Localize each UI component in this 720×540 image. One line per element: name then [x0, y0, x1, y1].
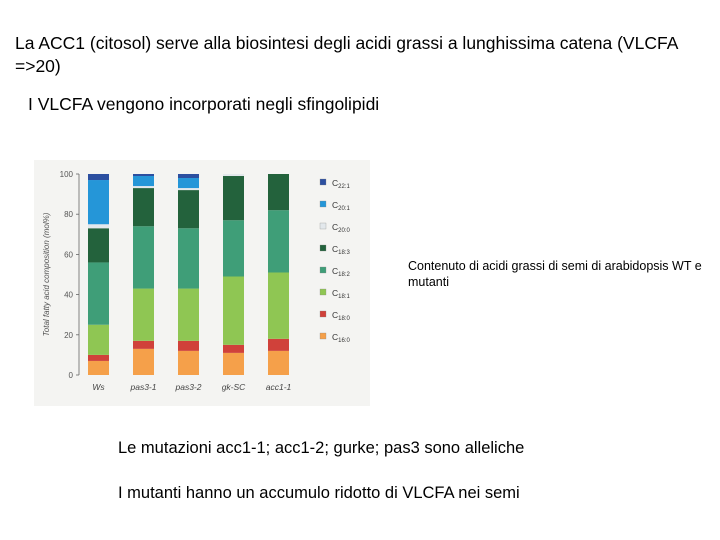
- bar-segment-c16-0: [268, 351, 289, 375]
- figure-caption: Contenuto di acidi grassi di semi di arabidopsis WT e mutanti: [408, 259, 702, 289]
- y-tick-label: 100: [59, 170, 73, 179]
- y-tick-label: 40: [64, 290, 73, 300]
- bar-segment-c20-1: [133, 176, 154, 186]
- y-tick-label: 80: [64, 210, 73, 220]
- legend-swatch: [320, 245, 326, 251]
- legend-swatch: [320, 223, 326, 229]
- bar-segment-c16-0: [133, 349, 154, 375]
- bar-segment-c22-1: [88, 174, 109, 180]
- bar-segment-c18-2: [133, 226, 154, 288]
- bar-segment-c18-2: [268, 210, 289, 272]
- bar-segment-c18-2: [178, 228, 199, 288]
- bar-segment-c20-0: [88, 224, 109, 228]
- vlcfa-note: I mutanti hanno un accumulo ridotto di VLCFA nei semi: [118, 484, 520, 502]
- bar-segment-c18-1: [88, 325, 109, 355]
- bar-segment-c18-0: [268, 339, 289, 351]
- bar-segment-c22-1: [133, 174, 154, 176]
- y-tick-label: 0: [68, 371, 73, 380]
- bar-segment-c22-1: [178, 174, 199, 178]
- bar-segment-c16-0: [178, 351, 199, 375]
- bar-segment-c20-0: [133, 186, 154, 188]
- bar-segment-c16-0: [223, 353, 244, 375]
- x-category-label: gk-SC: [221, 382, 246, 392]
- bar-segment-c18-0: [133, 341, 154, 349]
- bar-segment-c18-0: [178, 341, 199, 351]
- legend-swatch: [320, 267, 326, 273]
- legend-swatch: [320, 179, 326, 185]
- legend-label: $C_{20:0}$: [332, 222, 350, 234]
- y-tick-label: 60: [64, 250, 73, 260]
- legend-swatch: [320, 201, 326, 207]
- legend-label: $C_{16:0}$: [332, 332, 350, 344]
- bar-segment-c20-1: [178, 178, 199, 188]
- legend-label: $C_{18:2}$: [332, 266, 350, 278]
- y-axis-label: Total fatty acid composition (mol%): [42, 212, 51, 337]
- legend-label: $C_{18:1}$: [332, 288, 350, 300]
- bar-segment-c18-3: [223, 176, 244, 220]
- bar-segment-c18-1: [268, 272, 289, 338]
- bar-segment-c18-3: [133, 188, 154, 226]
- legend-label: $C_{18:3}$: [332, 244, 350, 256]
- x-category-label: acc1-1: [265, 382, 292, 392]
- slide-subtitle: I VLCFA vengono incorporati negli sfingolipidi: [28, 94, 380, 114]
- legend-label: $C_{20:1}$: [332, 200, 350, 212]
- bar-segment-c18-2: [88, 262, 109, 324]
- bar-segment-c20-0: [178, 188, 199, 190]
- x-category-label: pas3-2: [175, 382, 202, 392]
- slide-title: La ACC1 (citosol) serve alla biosintesi degli acidi grassi a lunghissima catena (VLCFA =>20): [15, 33, 678, 76]
- bar-segment-c18-3: [178, 190, 199, 228]
- allele-note: Le mutazioni acc1-1; acc1-2; gurke; pas3 sono alleliche: [118, 439, 525, 457]
- bar-segment-c18-2: [223, 220, 244, 276]
- legend-label: $C_{22:1}$: [332, 178, 350, 190]
- fatty-acid-figure: [34, 160, 370, 406]
- legend-label: $C_{18:0}$: [332, 310, 350, 322]
- bar-segment-c18-0: [223, 345, 244, 353]
- bar-segment-c18-3: [268, 174, 289, 210]
- bar-segment-c18-0: [88, 355, 109, 361]
- bar-segment-c18-1: [178, 289, 199, 341]
- legend-swatch: [320, 289, 326, 295]
- bar-segment-c18-1: [223, 277, 244, 345]
- bar-segment-c20-0: [223, 174, 244, 176]
- legend-swatch: [320, 333, 326, 339]
- legend-swatch: [320, 311, 326, 317]
- bar-segment-c18-1: [133, 289, 154, 341]
- y-tick-label: 20: [64, 330, 73, 340]
- bar-segment-c18-3: [88, 228, 109, 262]
- stacked-bar-chart: [34, 160, 370, 406]
- x-category-label: Ws: [92, 382, 105, 392]
- bar-segment-c16-0: [88, 361, 109, 375]
- x-category-label: pas3-1: [130, 382, 157, 392]
- bar-segment-c20-1: [88, 180, 109, 224]
